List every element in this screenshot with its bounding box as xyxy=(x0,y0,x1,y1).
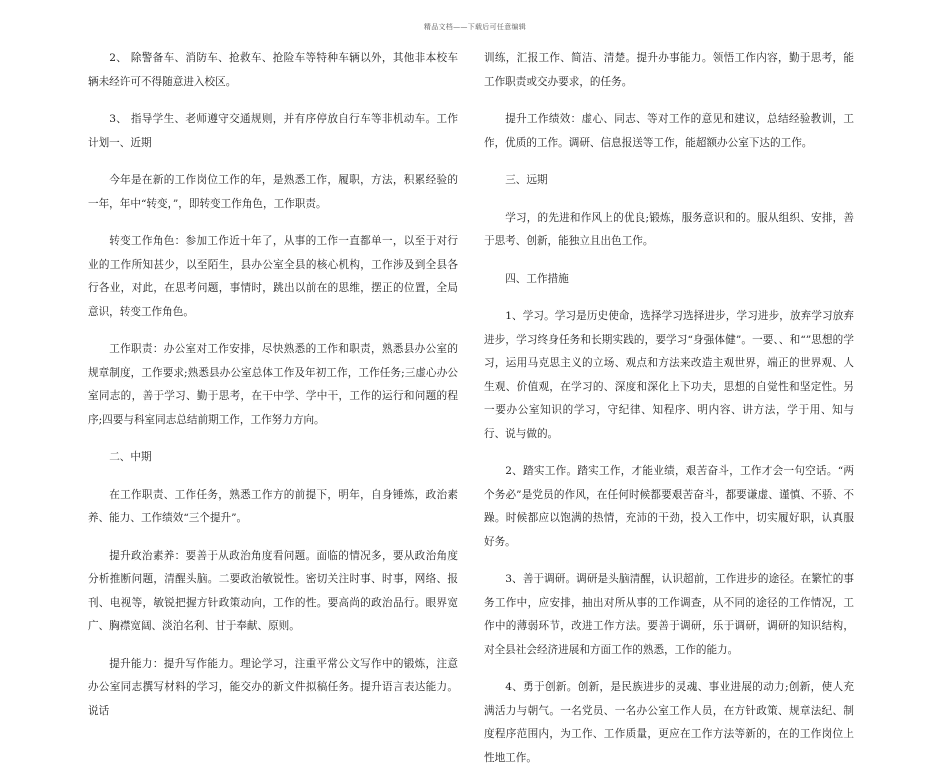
paragraph: 提升政治素养：要善于从政治角度看问题。面临的情况多，要从政治角度分析推断问题，清醒头脑。二要政治敏锐性。密切关注时事、时事，网络、报刊、电视等，敏锐把握方针政策动向，工作的性。要高尚的政治品行。眼界宽广、胸襟宽阔、淡泊名利、甘于奉献、原则。 xyxy=(88,549,458,632)
paragraph: 提升工作绩效：虚心、同志、等对工作的意见和建议，总结经验教训，工作，优质的工作。调研、信息报送等工作，能超额办公室下达的工作。 xyxy=(484,113,854,149)
paragraph: 工作职责：办公室对工作安排，尽快熟悉的工作和职责，熟悉县办公室的规章制度，工作要求;熟悉县办公室总体工作及年初工作，工作任务;三虚心办公室同志的，善于学习、勤于思考，在干中学、学中干，工作的运行和问题的程序;四要与科室同志总结前期工作，工作努力方向。 xyxy=(88,343,458,426)
paragraph: 今年是在新的工作岗位工作的年，是熟悉工作，履职，方法，积累经验的一年，年中“转变，”，即转变工作角色，工作职责。 xyxy=(88,174,458,210)
section-heading: 三、远期 xyxy=(505,174,548,186)
left-column xyxy=(88,47,458,737)
paragraph: 2、 除警备车、消防车、抢救车、抢险车等特种车辆以外，其他非本校车辆未经许可不得随意进入校区。 xyxy=(88,52,458,88)
paragraph: 2、踏实工作。踏实工作，才能业绩，艰苦奋斗，工作才会一句空话。“两个务必”是党员的作风，在任何时候都要艰苦奋斗，都要谦虚、谨慎、不骄、不躁。时候都应以饱满的热情，充沛的干劲，投入工作中，切实履好职，认真服好务。 xyxy=(484,465,854,548)
paragraph: 4、勇于创新。创新，是民族进步的灵魂、事业进展的动力;创新，使人充满活力与朝气。一名党员、一名办公室工作人员，在方针政策、规章法纪、制度程序范围内，为工作、工作质量，更应在工作方法等新的，在的工作岗位上性地工作。 xyxy=(484,681,854,764)
paragraph: 训练，汇报工作、简洁、清楚。提升办事能力。领悟工作内容，勤于思考，能工作职责或交办要求，的任务。 xyxy=(484,52,854,88)
paragraph: 3、 指导学生、老师遵守交通规则，并有序停放自行车等非机动车。工作计划一、近期 xyxy=(88,113,458,149)
paragraph: 在工作职责、工作任务，熟悉工作方的前提下，明年，自身锤炼，政治素养、能力、工作绩效“三个提升”。 xyxy=(88,488,458,524)
section-heading: 二、中期 xyxy=(109,451,152,463)
paragraph: 提升能力：提升写作能力。理论学习，注重平常公文写作中的锻炼，注意办公室同志撰写材料的学习，能交办的新文件拟稿任务。提升语言表达能力。说话 xyxy=(88,657,458,717)
paragraph: 学习，的先进和作风上的优良;锻炼，服务意识和的。服从组织、安排，善于思考、创新，能独立且出色工作。 xyxy=(484,211,854,247)
paragraph: 1、学习。学习是历史使命，选择学习选择进步，学习进步，放弃学习放弃进步，学习终身任务和长期实践的，要学习“身强体健”。一要、、和“”思想的学习，运用马克思主义的立场、观点和方法来改造主观世界，端正的世界观、人生观、价值观，在学习的、深度和深化上下功夫，思想的自觉性和坚定性。另一要办公室知识的学习，守纪律、知程序、明内容、讲方法，学于用、知与行、说与做的。 xyxy=(484,310,854,440)
right-column xyxy=(484,47,854,784)
paragraph: 3、善于调研。调研是头脑清醒，认识超前，工作进步的途径。在繁忙的事务工作中，应安排，抽出对所从事的工作调查，从不同的途径的工作情况，工作中的薄弱环节，改进工作方法。要善于调研，乐于调研，调研的知识结构，对全县社会经济进展和方面工作的熟悉，工作的能力。 xyxy=(484,573,854,656)
paragraph: 转变工作角色：参加工作近十年了，从事的工作一直都单一，以至于对行业的工作所知甚少，以至陌生，县办公室全县的核心机构，工作涉及到全县各行各业，对此，在思考问题，事情时，跳出以前在的思维，摆正的位置，全局意识，转变工作角色。 xyxy=(88,235,458,318)
section-heading: 四、工作措施 xyxy=(505,272,569,285)
page-header: 精品文档——下载后可任意编辑 xyxy=(423,23,527,31)
